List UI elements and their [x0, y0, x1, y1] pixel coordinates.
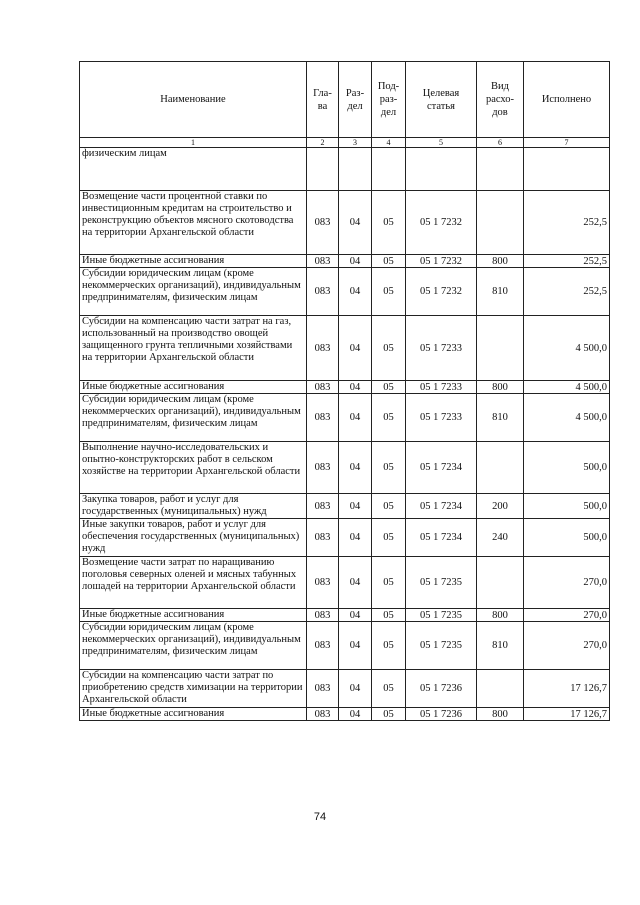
table-row — [80, 255, 610, 268]
header-chapter-text: Гла- ва — [313, 87, 332, 112]
cell-name: Субсидии на компенсацию части затрат по приобретению средств химизации на территории Архангельской области — [80, 670, 307, 708]
header-executed: Исполнено — [524, 62, 610, 138]
cell-subsection: 05 — [372, 268, 406, 316]
header-exp-type-text: Вид расхо- дов — [485, 81, 515, 118]
cell-target: 05 1 7234 — [406, 442, 477, 494]
cell-exp-type: 240 — [477, 519, 524, 557]
cell-executed: 500,0 — [524, 519, 610, 557]
cell-section: 04 — [339, 268, 372, 316]
header-row — [80, 62, 610, 138]
cell-name: Возмещение части затрат по наращиванию поголовья северных оленей и мясных табунных лошадей на территории Архангельской области — [80, 557, 307, 609]
header-target — [406, 62, 477, 138]
col-number: 5 — [406, 138, 477, 148]
cell-chapter: 083 — [307, 442, 339, 494]
table-body — [80, 148, 610, 721]
cell-subsection: 05 — [372, 519, 406, 557]
cell-exp-type — [477, 670, 524, 708]
cell-target: 05 1 7235 — [406, 622, 477, 670]
table-row — [80, 494, 610, 519]
cell-target: 05 1 7235 — [406, 557, 477, 609]
cell-name: физическим лицам — [80, 148, 307, 191]
cell-chapter — [307, 148, 339, 191]
cell-name: Иные бюджетные ассигнования — [80, 708, 307, 721]
cell-executed: 252,5 — [524, 268, 610, 316]
cell-subsection: 05 — [372, 191, 406, 255]
header-exp-type — [477, 62, 524, 138]
cell-target: 05 1 7232 — [406, 255, 477, 268]
cell-exp-type: 800 — [477, 255, 524, 268]
cell-name: Субсидии на компенсацию части затрат на газ, использованный на производство овощей защищенного грунта тепличными хозяйствами на территории Архангельской области — [80, 316, 307, 381]
table-row — [80, 394, 610, 442]
header-subsection-text: Под- раз- дел — [377, 81, 400, 118]
table-row — [80, 557, 610, 609]
cell-name: Иные бюджетные ассигнования — [80, 381, 307, 394]
cell-target — [406, 148, 477, 191]
col-number: 3 — [339, 138, 372, 148]
cell-executed: 17 126,7 — [524, 708, 610, 721]
table-row — [80, 670, 610, 708]
table-row — [80, 316, 610, 381]
cell-name: Возмещение части процентной ставки по инвестиционным кредитам на строительство и реконструкцию объектов мясного скотоводства на территории Архангельской области — [80, 191, 307, 255]
cell-executed: 252,5 — [524, 191, 610, 255]
cell-target: 05 1 7232 — [406, 268, 477, 316]
cell-section: 04 — [339, 622, 372, 670]
cell-chapter: 083 — [307, 381, 339, 394]
cell-name: Выполнение научно-исследовательских и опытно-конструкторских работ в сельском хозяйстве на территории Архангельской области — [80, 442, 307, 494]
cell-executed: 4 500,0 — [524, 381, 610, 394]
cell-executed: 270,0 — [524, 557, 610, 609]
cell-target: 05 1 7236 — [406, 670, 477, 708]
cell-executed: 4 500,0 — [524, 316, 610, 381]
cell-exp-type: 810 — [477, 394, 524, 442]
table-row — [80, 381, 610, 394]
cell-name: Субсидии юридическим лицам (кроме некоммерческих организаций), индивидуальным предпринимателям, физическим лицам — [80, 394, 307, 442]
cell-target: 05 1 7233 — [406, 394, 477, 442]
cell-section: 04 — [339, 255, 372, 268]
cell-section: 04 — [339, 381, 372, 394]
header-section-text: Раз- дел — [345, 87, 365, 112]
cell-exp-type: 810 — [477, 622, 524, 670]
cell-chapter: 083 — [307, 316, 339, 381]
cell-section — [339, 148, 372, 191]
cell-subsection: 05 — [372, 316, 406, 381]
col-number: 4 — [372, 138, 406, 148]
table-row — [80, 609, 610, 622]
table-row — [80, 191, 610, 255]
cell-section: 04 — [339, 708, 372, 721]
cell-executed: 17 126,7 — [524, 670, 610, 708]
col-number: 7 — [524, 138, 610, 148]
cell-exp-type: 800 — [477, 708, 524, 721]
table-row — [80, 519, 610, 557]
cell-subsection: 05 — [372, 494, 406, 519]
cell-target: 05 1 7234 — [406, 494, 477, 519]
cell-chapter: 083 — [307, 268, 339, 316]
cell-target: 05 1 7233 — [406, 316, 477, 381]
cell-chapter: 083 — [307, 255, 339, 268]
cell-subsection: 05 — [372, 557, 406, 609]
cell-subsection: 05 — [372, 622, 406, 670]
cell-exp-type — [477, 148, 524, 191]
header-subsection — [372, 62, 406, 138]
table-row — [80, 708, 610, 721]
cell-executed — [524, 148, 610, 191]
cell-chapter: 083 — [307, 670, 339, 708]
cell-chapter: 083 — [307, 394, 339, 442]
table-row — [80, 268, 610, 316]
cell-subsection: 05 — [372, 609, 406, 622]
cell-chapter: 083 — [307, 609, 339, 622]
cell-executed: 500,0 — [524, 494, 610, 519]
budget-table — [79, 61, 610, 721]
page-number: 74 — [313, 811, 327, 823]
col-number: 2 — [307, 138, 339, 148]
cell-section: 04 — [339, 557, 372, 609]
cell-section: 04 — [339, 191, 372, 255]
cell-section: 04 — [339, 609, 372, 622]
cell-section: 04 — [339, 394, 372, 442]
cell-section: 04 — [339, 670, 372, 708]
cell-executed: 4 500,0 — [524, 394, 610, 442]
cell-chapter: 083 — [307, 557, 339, 609]
cell-subsection — [372, 148, 406, 191]
cell-name: Субсидии юридическим лицам (кроме некоммерческих организаций), индивидуальным предпринимателям, физическим лицам — [80, 622, 307, 670]
col-number: 1 — [80, 138, 307, 148]
cell-name: Иные бюджетные ассигнования — [80, 255, 307, 268]
cell-target: 05 1 7232 — [406, 191, 477, 255]
table-row — [80, 148, 610, 191]
column-number-row — [80, 138, 610, 148]
header-name: Наименование — [80, 62, 307, 138]
cell-name: Иные бюджетные ассигнования — [80, 609, 307, 622]
cell-chapter: 083 — [307, 708, 339, 721]
cell-section: 04 — [339, 519, 372, 557]
cell-exp-type — [477, 442, 524, 494]
header-target-text: Целевая статья — [422, 87, 460, 112]
cell-subsection: 05 — [372, 442, 406, 494]
cell-executed: 270,0 — [524, 609, 610, 622]
cell-chapter: 083 — [307, 494, 339, 519]
cell-executed: 270,0 — [524, 622, 610, 670]
cell-exp-type — [477, 557, 524, 609]
cell-executed: 252,5 — [524, 255, 610, 268]
cell-chapter: 083 — [307, 191, 339, 255]
cell-subsection: 05 — [372, 255, 406, 268]
col-number: 6 — [477, 138, 524, 148]
cell-subsection: 05 — [372, 670, 406, 708]
cell-target: 05 1 7235 — [406, 609, 477, 622]
cell-chapter: 083 — [307, 622, 339, 670]
cell-name: Субсидии юридическим лицам (кроме некоммерческих организаций), индивидуальным предпринимателям, физическим лицам — [80, 268, 307, 316]
cell-exp-type — [477, 316, 524, 381]
cell-exp-type: 810 — [477, 268, 524, 316]
cell-target: 05 1 7233 — [406, 381, 477, 394]
cell-name: Иные закупки товаров, работ и услуг для обеспечения государственных (муниципальных) нужд — [80, 519, 307, 557]
cell-name: Закупка товаров, работ и услуг для государственных (муниципальных) нужд — [80, 494, 307, 519]
cell-exp-type: 800 — [477, 609, 524, 622]
cell-subsection: 05 — [372, 708, 406, 721]
cell-executed: 500,0 — [524, 442, 610, 494]
cell-exp-type: 800 — [477, 381, 524, 394]
cell-target: 05 1 7234 — [406, 519, 477, 557]
header-chapter — [307, 62, 339, 138]
cell-exp-type: 200 — [477, 494, 524, 519]
table-row — [80, 442, 610, 494]
cell-chapter: 083 — [307, 519, 339, 557]
cell-exp-type — [477, 191, 524, 255]
cell-subsection: 05 — [372, 394, 406, 442]
cell-section: 04 — [339, 442, 372, 494]
table-row — [80, 622, 610, 670]
header-section — [339, 62, 372, 138]
cell-section: 04 — [339, 316, 372, 381]
cell-target: 05 1 7236 — [406, 708, 477, 721]
cell-section: 04 — [339, 494, 372, 519]
cell-subsection: 05 — [372, 381, 406, 394]
